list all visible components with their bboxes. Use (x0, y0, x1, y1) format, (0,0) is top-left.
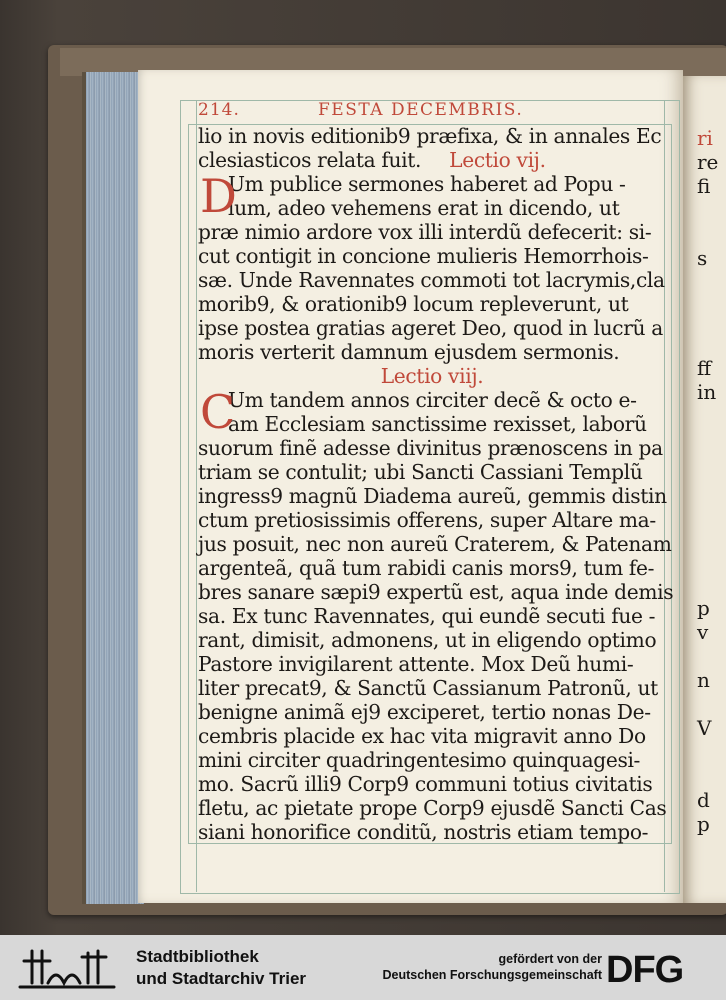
institution-footer (0, 935, 726, 1000)
text-line: clesiasticos relata fuit. (198, 148, 422, 172)
stadtbibliothek-logo-icon (18, 943, 118, 993)
text-line: am Ecclesiam sanctissime rexisset, laborũ (228, 412, 647, 436)
text-line: mo. Sacrũ illi9 Corp9 communi totius civitatis (198, 772, 653, 796)
next-page-fragment: ff (697, 356, 712, 380)
next-page-fragment: V (697, 716, 712, 740)
text-line: Pastore invigilarent attente. Mox Deũ humi- (198, 652, 634, 676)
text-line: mini circiter quadringentesimo quinquagesi- (198, 748, 641, 772)
drop-capital: D (200, 169, 237, 223)
lectio-7-heading: Lectio vij. (449, 148, 546, 172)
text-line: jus posuit, nec non aureũ Craterem, & Patenam (198, 532, 672, 556)
page-header (198, 100, 666, 124)
text-line: ctum pretiosissimis offerens, super Altare ma- (198, 508, 656, 532)
next-page-fragment: fi (697, 174, 711, 198)
text-line: cembris placide ex hac vita migravit anno Do (198, 724, 646, 748)
text-line: lum, adeo vehemens erat in dicendo, ut (228, 196, 620, 220)
text-line: Um tandem annos circiter decẽ & octo e- (228, 388, 637, 412)
text-line: suorum finẽ adesse divinitus prænoscens in pa (198, 436, 663, 460)
right-page-fragment (683, 76, 726, 903)
library-name-line-1: Stadtbibliothek (136, 947, 259, 966)
text-line: sa. Ex tunc Ravennates, qui eundẽ secuti fue - (198, 604, 656, 628)
next-page-fragment: v (697, 620, 709, 644)
dfg-logo-icon (606, 949, 714, 987)
text-line: argenteã, quã tum rabidi canis mors9, tum fe- (198, 556, 655, 580)
drop-capital: C (200, 385, 236, 439)
next-page-fragment: s (697, 246, 708, 270)
text-line: fletu, ac pietate prope Corp9 ejusdẽ Sancti Cas (198, 796, 667, 820)
next-page-fragment: p (697, 812, 710, 836)
text-line: præ nimio ardore vox illi interdũ defecerit: si- (198, 220, 652, 244)
text-line: bres sanare sæpi9 expertũ est, aqua inde demis (198, 580, 674, 604)
text-line: morib9, & orationib9 locum repleverunt, ut (198, 292, 629, 316)
funding-note-line-2: Deutschen Forschungsgemeinschaft (382, 968, 602, 982)
text-line: triam se contulit; ubi Sancti Cassiani Templũ (198, 460, 643, 484)
lectio-7-paragraph (198, 169, 666, 223)
text-line: Um publice sermones haberet ad Popu - (228, 172, 626, 196)
text-line-with-rubric (198, 148, 666, 172)
library-name-line-2: und Stadtarchiv Trier (136, 969, 307, 988)
lectio-8-paragraph (198, 385, 666, 439)
page-text (198, 100, 674, 844)
next-page-fragment: in (697, 380, 717, 404)
text-line: sæ. Unde Ravennates commoti tot lacrymis,cla (198, 268, 665, 292)
text-line: cut contigit in concione mulieris Hemorrhois- (198, 244, 649, 268)
funding-note-line-1: gefördert von der (498, 952, 602, 966)
text-line: benigne animã ej9 exciperet, tertio nonas De- (198, 700, 651, 724)
next-page-fragment: ri (697, 126, 713, 150)
next-page-fragment: n (697, 668, 710, 692)
text-line: moris verterit damnum ejusdem sermonis. (198, 340, 620, 364)
text-line: lio in novis editionib9 præfixa, & in annales Ec (198, 124, 662, 148)
text-line: siani honorifice conditũ, nostris etiam tempo- (198, 820, 649, 844)
page-fore-edge (82, 72, 144, 904)
next-page-fragment: p (697, 596, 710, 620)
text-line: liter precat9, & Sanctũ Cassianum Patronũ, ut (198, 676, 658, 700)
text-line: ipse postea gratias ageret Deo, quod in lucrũ a (198, 316, 663, 340)
folio-number: 214. (198, 100, 240, 120)
running-title: FESTA DECEMBRIS. (318, 100, 524, 120)
next-page-fragment: re (697, 150, 719, 174)
next-page-fragment: d (697, 788, 710, 812)
text-line: ingress9 magnũ Diadema aureũ, gemmis distin (198, 484, 667, 508)
text-line: rant, dimisit, admonens, ut in eligendo optimo (198, 628, 657, 652)
lectio-8-heading: Lectio viij. (380, 364, 484, 388)
ruled-margin-line-left (196, 100, 197, 892)
dfg-logo-text: DFG (606, 949, 684, 987)
